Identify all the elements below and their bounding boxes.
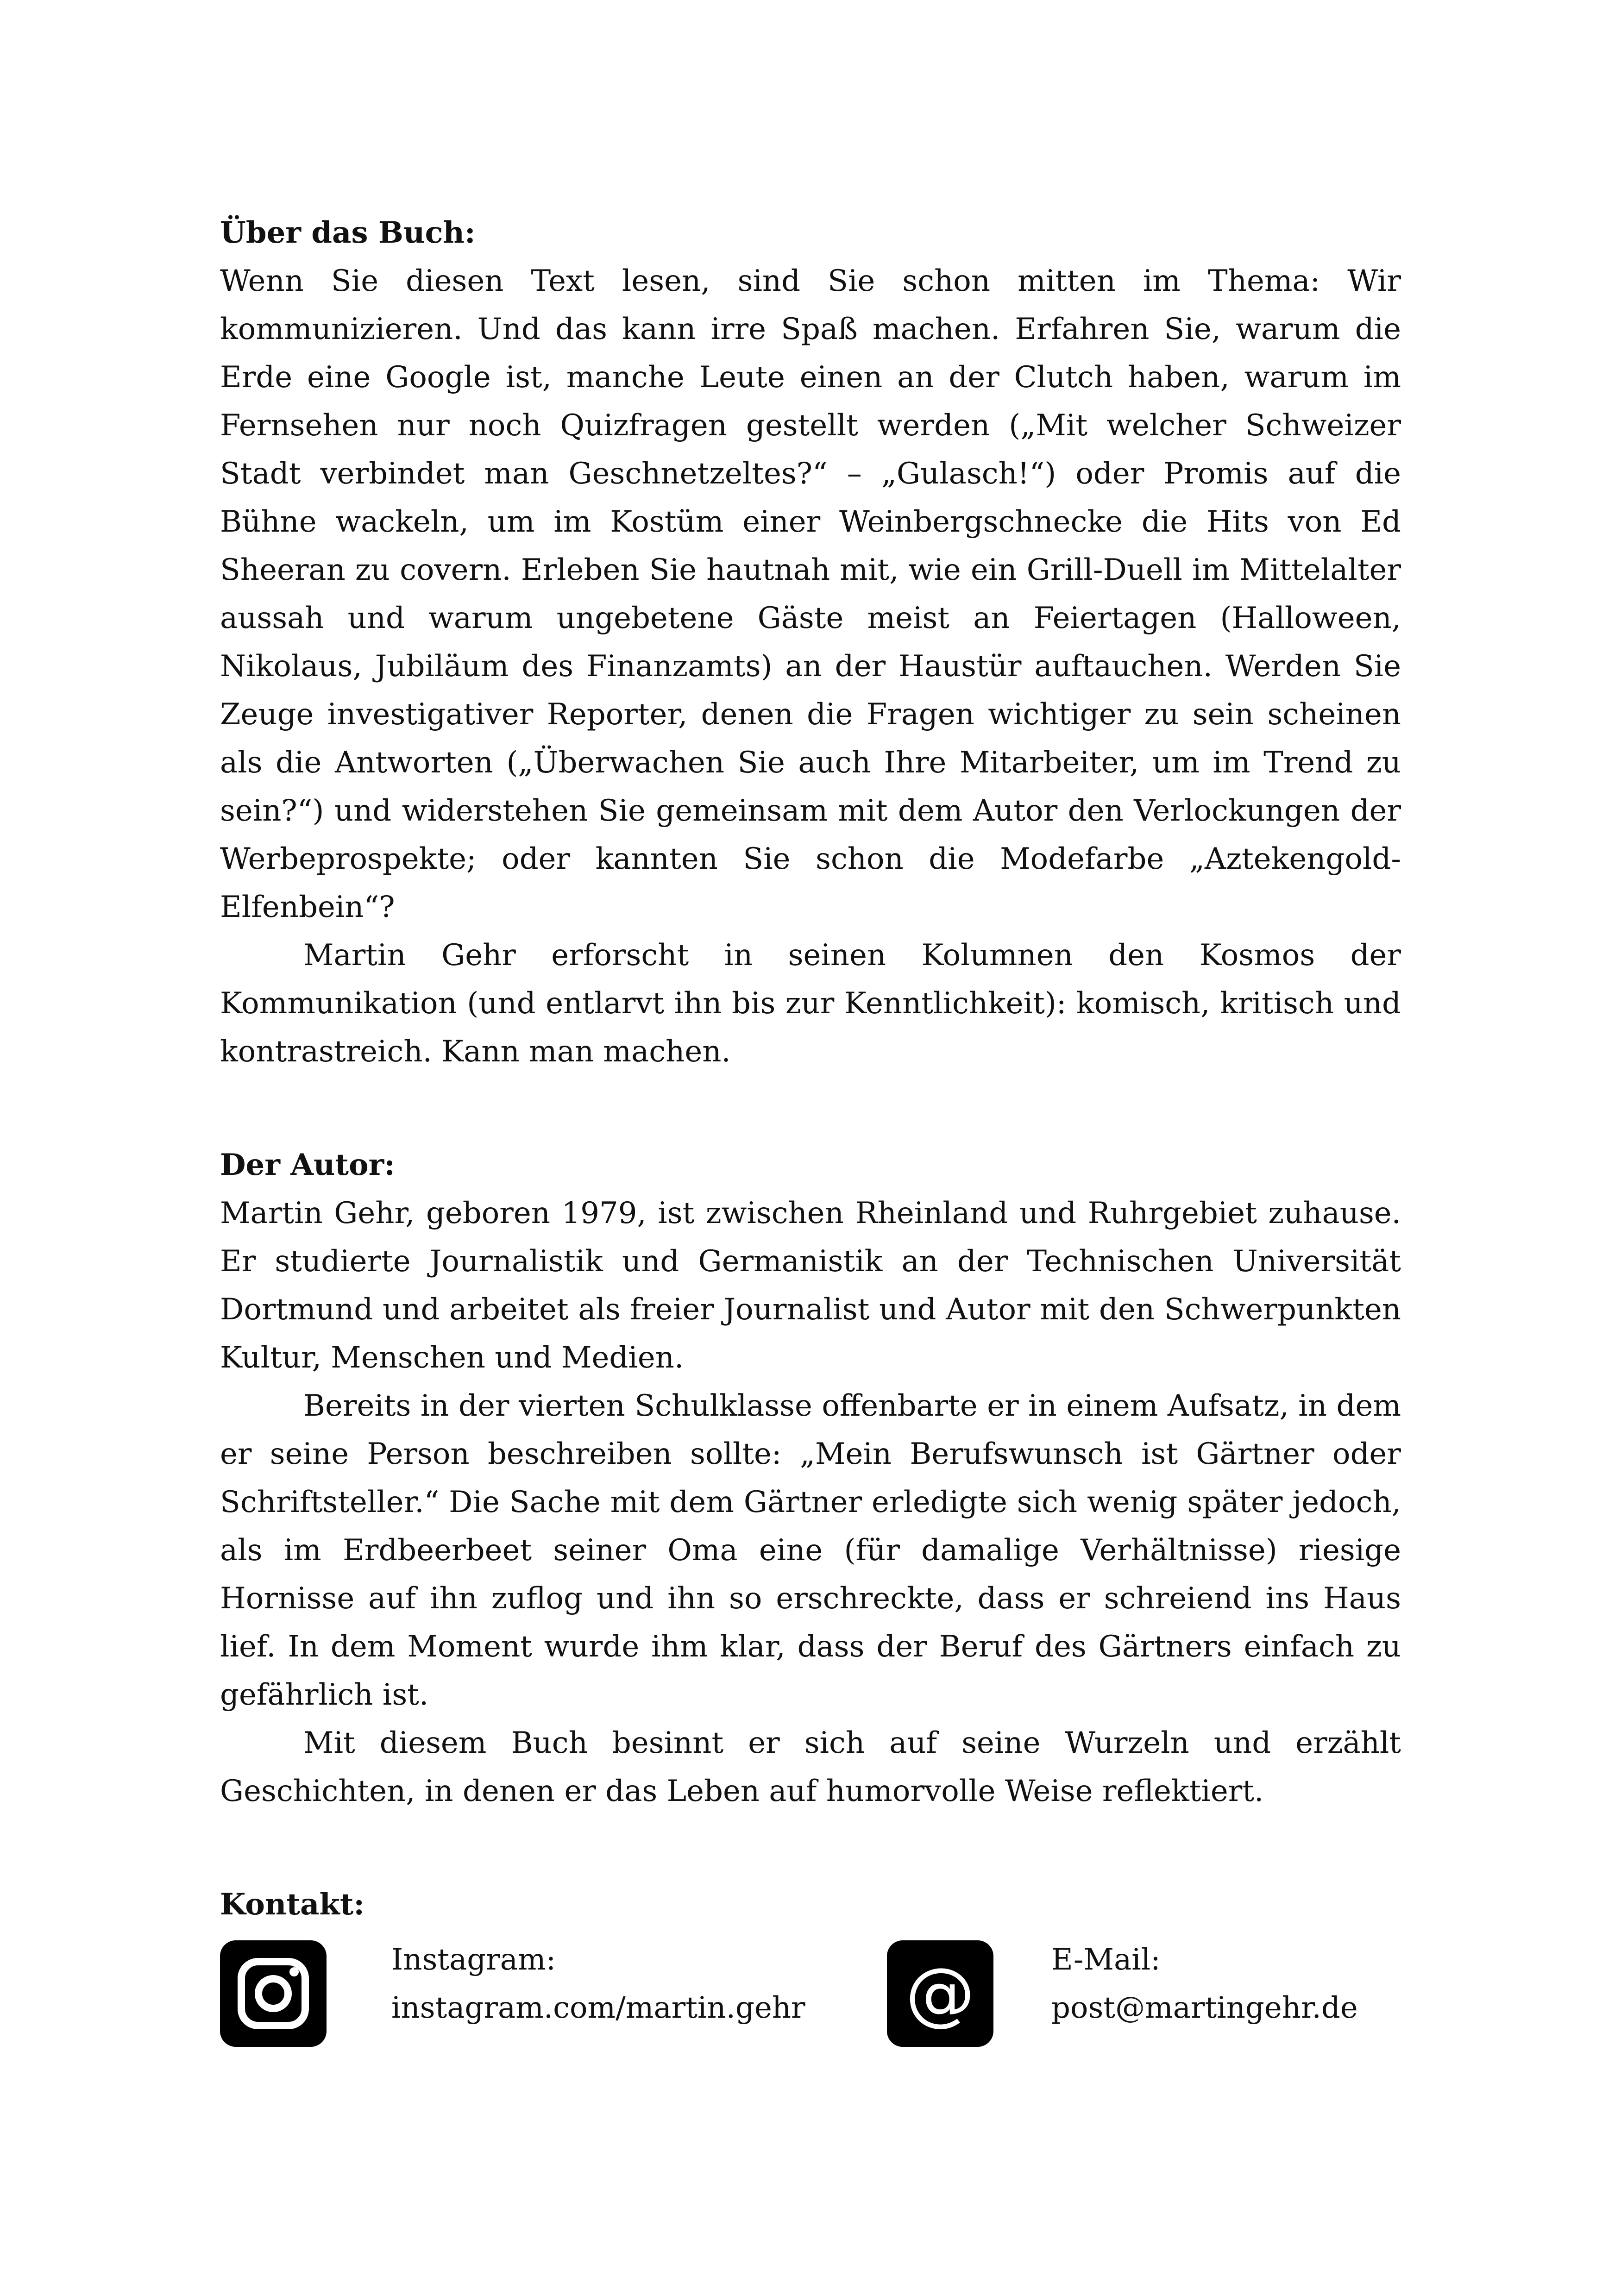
section-spacer — [220, 1076, 1401, 1141]
at-sign-icon — [887, 1940, 993, 2047]
email-link[interactable]: post@martingehr.de — [1051, 1991, 1358, 2025]
contact-heading: Kontakt: — [220, 1887, 364, 1922]
contact-row — [220, 1936, 1401, 2047]
about-book-paragraph-2: Martin Gehr erforscht in seinen Kolumnen den Kosmos der Kommunikation (und entlarvt ihn bis zur Kenntlichkeit): komisch, kritisch und kontrastreich. Kann man machen. — [220, 938, 1401, 1069]
about-author-heading: Der Autor: — [220, 1148, 395, 1182]
section-spacer — [220, 1815, 1401, 1880]
about-book-heading: Über das Buch: — [220, 215, 476, 250]
email-label: E-Mail: — [1051, 1943, 1161, 1977]
instagram-icon-lens — [255, 1975, 292, 2012]
about-author-paragraph-2: Bereits in der vierten Schulklasse offenbarte er in einem Aufsatz, in dem er seine Person beschreiben sollte: „Mein Berufswunsch ist Gärtner oder Schriftsteller.“ Die Sache mit dem Gärtner erledigte sich wenig später jedoch, als im Erdbeerbeet seiner Oma eine (für damalige Verhältnisse) riesige Hornisse auf ihn zuflog und ihn so erschreckte, dass er schreiend ins Haus lief. In dem Moment wurde ihm klar, dass der Beruf des Gärtners einfach zu gefährlich ist. — [220, 1389, 1401, 1712]
page-content — [220, 208, 1401, 1929]
about-author-section — [220, 1141, 1401, 1815]
about-author-paragraph-1: Martin Gehr, geboren 1979, ist zwischen Rheinland und Ruhrgebiet zuhause. Er studierte Journalistik und Germanistik an der Technischen Universität Dortmund und arbeitet als freier Journalist und Autor mit den Schwerpunkten Kultur, Menschen und Medien. — [220, 1196, 1401, 1375]
email-text — [1051, 1936, 1358, 2032]
instagram-icon — [220, 1940, 327, 2047]
contact-section — [220, 1880, 1401, 1929]
instagram-link[interactable]: instagram.com/martin.gehr — [391, 1991, 805, 2025]
instagram-text — [391, 1936, 805, 2032]
at-sign-glyph: @ — [905, 1953, 975, 2034]
about-author-paragraph-3: Mit diesem Buch besinnt er sich auf seine Wurzeln und erzählt Geschichten, in denen er das Leben auf humorvolle Weise reflektiert. — [220, 1726, 1401, 1808]
instagram-label: Instagram: — [391, 1943, 556, 1977]
about-book-paragraph-1: Wenn Sie diesen Text lesen, sind Sie schon mitten im Thema: Wir kommunizieren. Und das kann irre Spaß machen. Erfahren Sie, warum die Erde eine Google ist, manche Leute einen an der Clutch haben, warum im Fernsehen nur noch Quizfragen gestellt werden („Mit welcher Schweizer Stadt verbindet man Geschnetzeltes?“ – „Gulasch!“) oder Promis auf die Bühne wackeln, um im Kostüm einer Weinbergschnecke die Hits von Ed Sheeran zu covern. Erleben Sie hautnah mit, wie ein Grill-Duell im Mittelalter aussah und warum ungebetene Gäste meist an Feiertagen (Halloween, Nikolaus, Jubiläum des Finanzamts) an der Haustür auftauchen. Werden Sie Zeuge investigativer Reporter, denen die Fragen wichtiger zu sein scheinen als die Antworten („Überwachen Sie auch Ihre Mitarbeiter, um im Trend zu sein?“) und widerstehen Sie gemeinsam mit dem Autor den Verlockungen der Werbeprospekte; oder kannten Sie schon die Modefarbe „Aztekengold-Elfenbein“? — [220, 264, 1401, 924]
instagram-icon-dot — [289, 1967, 299, 1976]
about-book-section — [220, 208, 1401, 1076]
